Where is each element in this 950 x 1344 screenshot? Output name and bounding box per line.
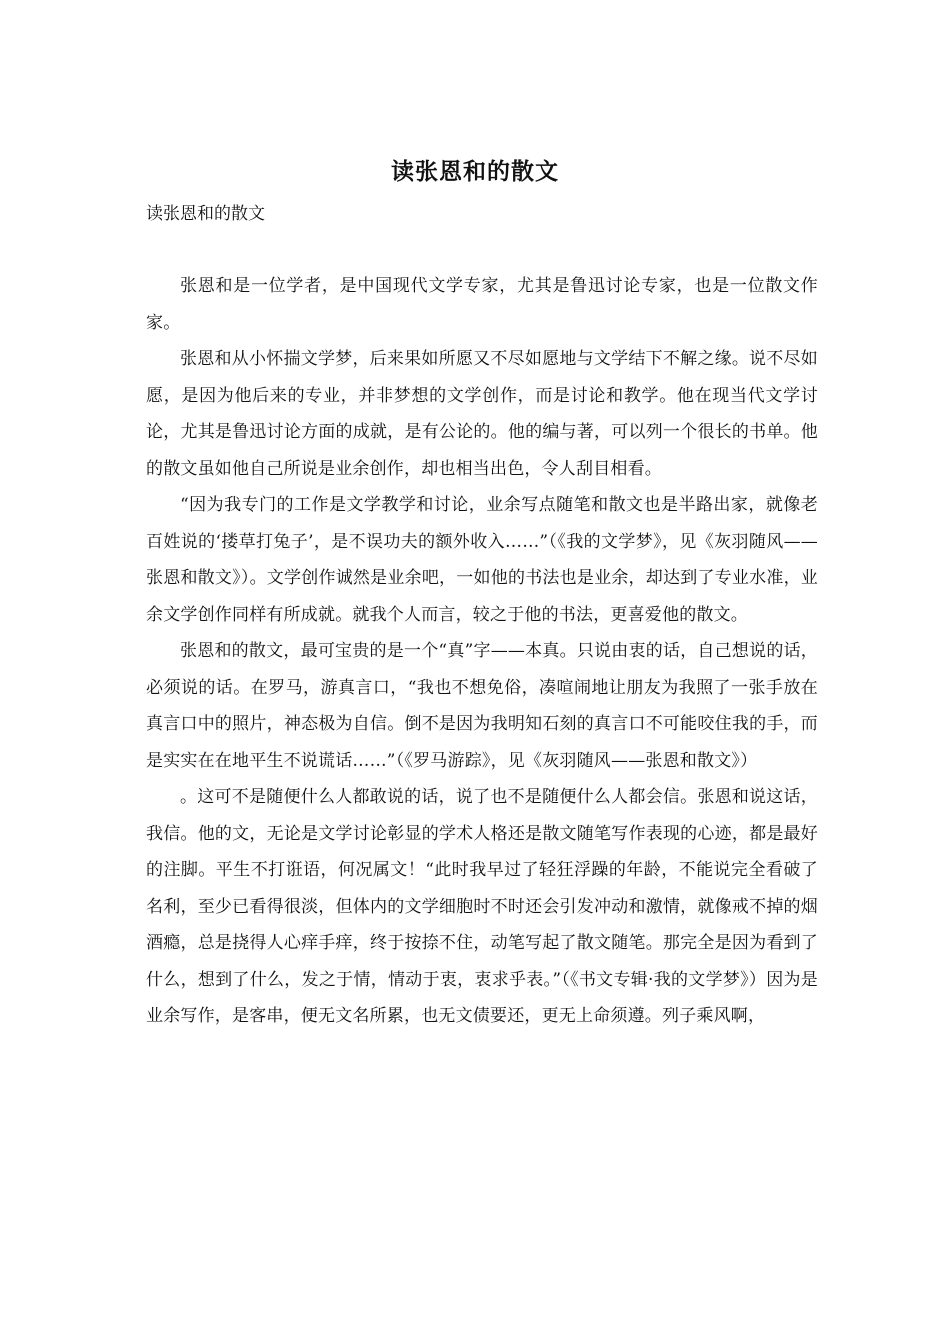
document-body bbox=[146, 268, 818, 1035]
document-subtitle: 读张恩和的散文 bbox=[146, 204, 265, 224]
paragraph: 张恩和的散文，最可宝贵的是一个“真”字——本真。只说由衷的话，自己想说的话，必须说的话。在罗马，游真言口，“我也不想免俗，凑喧闹地让朋友为我照了一张手放在真言口中的照片，神态极为自信。倒不是因为我明知石刻的真言口不可能咬住我的手，而是实实在在地平生不说谎话……”（《罗马游踪》，见《灰羽随风——张恩和散文》） bbox=[146, 641, 818, 771]
paragraph: 张恩和是一位学者，是中国现代文学专家，尤其是鲁迅讨论专家，也是一位散文作家。 bbox=[146, 276, 818, 333]
paragraph: 张恩和从小怀揣文学梦，后来果如所愿又不尽如愿地与文学结下不解之缘。说不尽如愿，是因为他后来的专业，并非梦想的文学创作，而是讨论和教学。他在现当代文学讨论，尤其是鲁迅讨论方面的成就，是有公论的。他的编与著，可以列一个很长的书单。他的散文虽如他自己所说是业余创作，却也相当出色，令人刮目相看。 bbox=[146, 349, 818, 479]
paragraph: 。这可不是随便什么人都敢说的话，说了也不是随便什么人都会信。张恩和说这话，我信。他的文，无论是文学讨论彰显的学术人格还是散文随笔写作表现的心迹，都是最好的注脚。平生不打诳语，何况属文！“此时我早过了轻狂浮躁的年龄，不能说完全看破了名利，至少已看得很淡，但体内的文学细胞时不时还会引发冲动和激情，就像戒不掉的烟酒瘾，总是挠得人心痒手痒，终于按捺不住，动笔写起了散文随笔。那完全是因为看到了什么，想到了什么，发之于情，情动于衷，衷求乎表。”（《书文专辑·我的文学梦》）因为是业余写作，是客串，便无文名所累，也无文债要还，更无上命须遵。列子乘风啊， bbox=[146, 787, 818, 1026]
paragraph: “因为我专门的工作是文学教学和讨论，业余写点随笔和散文也是半路出家，就像老百姓说的‘搂草打兔子’，是不误功夫的额外收入……”（《我的文学梦》，见《灰羽随风——张恩和散文》）。文学创作诚然是业余吧，一如他的书法也是业余，却达到了专业水准，业余文学创作同样有所成就。就我个人而言，较之于他的书法，更喜爱他的散文。 bbox=[146, 495, 818, 625]
document-title: 读张恩和的散文 bbox=[391, 158, 559, 185]
